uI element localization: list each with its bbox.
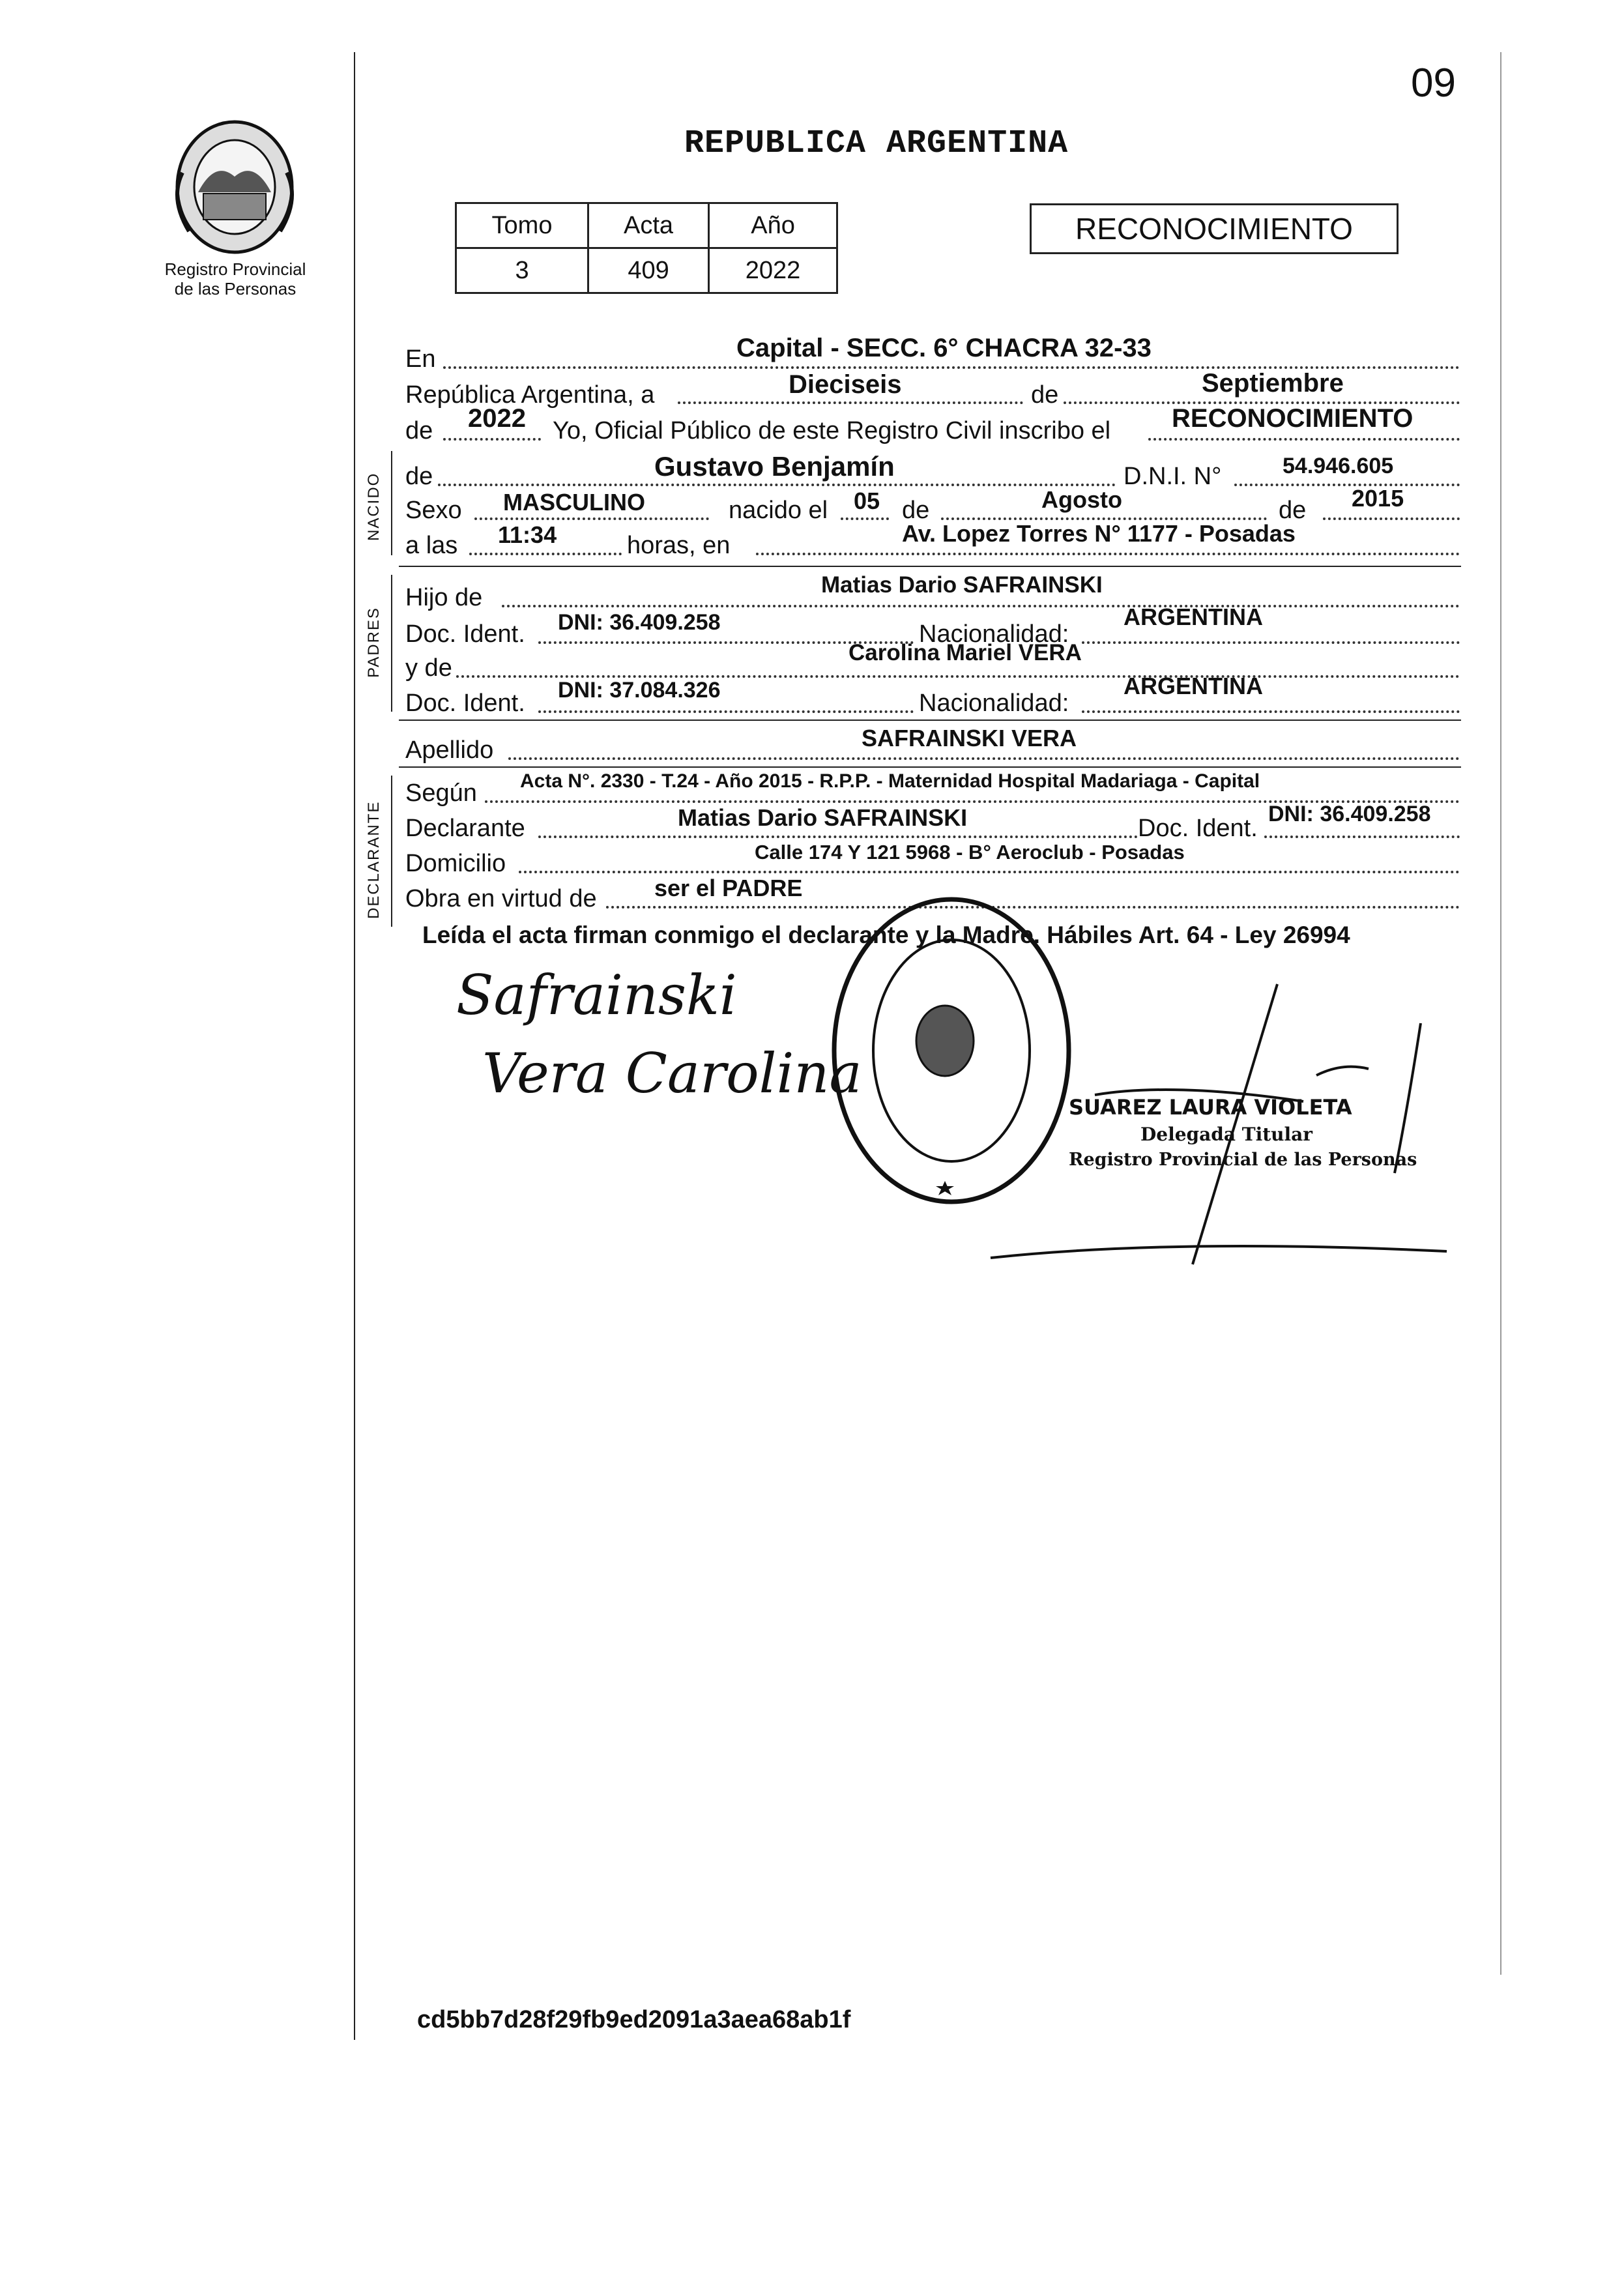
dots-domicilio [519, 871, 1460, 873]
header-acta: Acta [588, 203, 709, 248]
side-label-padres: PADRES [365, 607, 383, 678]
mother-doc: DNI: 37.084.326 [558, 678, 721, 703]
reference-table [455, 202, 838, 294]
signature-safrainski: Safrainski [456, 963, 737, 1027]
label-obra: Obra en virtud de [405, 885, 597, 912]
separator-apellido [399, 766, 1461, 768]
dots-father-nat [1082, 641, 1460, 644]
label-decl-doc: Doc. Ident. [1138, 815, 1258, 842]
logo-caption-1: Registro Provincial [164, 259, 306, 279]
separator-padres [399, 720, 1461, 721]
dots-time [469, 553, 622, 555]
text-yo-oficial: Yo, Oficial Público de este Registro Civil inscribo el [553, 417, 1111, 444]
label-republica: República Argentina, a [405, 381, 655, 409]
label-father-nat: Nacionalidad: [919, 620, 1069, 648]
logo-caption-2: de las Personas [174, 279, 297, 298]
separator-nacido [399, 566, 1461, 567]
date-year: 2022 [468, 404, 526, 433]
mother-nationality: ARGENTINA [1124, 673, 1263, 699]
obra-value: ser el PADRE [654, 875, 803, 901]
label-mother-doc: Doc. Ident. [405, 690, 525, 717]
official-name: SUAREZ LAURA VIOLETA [1069, 1095, 1352, 1120]
official-title: Delegada Titular [1140, 1124, 1313, 1145]
header-tomo: Tomo [456, 203, 588, 248]
value-acta: 409 [588, 248, 709, 293]
province-logo [156, 114, 313, 267]
dots-declarante [538, 836, 1138, 838]
label-sexo: Sexo [405, 497, 462, 524]
mother-name: Carolina Mariel VERA [848, 640, 1082, 665]
dots-birth-year [1323, 517, 1460, 520]
birth-year: 2015 [1352, 485, 1404, 512]
margin-line-right [1500, 52, 1501, 1975]
declarant-name: Matias Dario SAFRAINSKI [678, 804, 968, 831]
dots-day [678, 401, 1023, 404]
label-father-doc: Doc. Ident. [405, 620, 525, 648]
dots-birth-day [841, 517, 889, 520]
padres-bracket [391, 575, 392, 712]
declarant-doc: DNI: 36.409.258 [1268, 802, 1431, 826]
act-type-box: RECONOCIMIENTO [1030, 203, 1399, 254]
label-declarante: Declarante [405, 815, 525, 842]
label-a-las: a las [405, 532, 458, 559]
place-value: Capital - SECC. 6° CHACRA 32-33 [736, 334, 1152, 362]
segun-value: Acta N°. 2330 - T.24 - Año 2015 - R.P.P. - Maternidad Hospital Madariaga - Capital [520, 770, 1260, 792]
dots-year [443, 438, 541, 441]
label-date-de1: de [1031, 381, 1059, 409]
header-anio: Año [709, 203, 837, 248]
birth-address: Av. Lopez Torres N° 1177 - Posadas [902, 520, 1296, 547]
document-hash: cd5bb7d28f29fb9ed2091a3aea68ab1f [417, 2006, 851, 2033]
label-nacido-el: nacido el [729, 497, 828, 524]
page-number: 09 [1411, 61, 1456, 106]
dots-decl-doc [1264, 836, 1460, 838]
label-birth-de1: de [902, 497, 930, 524]
dots-apellido [508, 757, 1460, 760]
label-date-de2: de [405, 417, 433, 444]
margin-line [354, 52, 355, 2040]
father-doc: DNI: 36.409.258 [558, 610, 721, 635]
side-label-nacido: NACIDO [365, 472, 383, 541]
label-horas-en: horas, en [627, 532, 731, 559]
label-nacido-de: de [405, 463, 433, 490]
birth-time: 11:34 [498, 521, 557, 548]
official-office: Registro Provincial de las Personas [1069, 1150, 1417, 1170]
signature-vera-carolina: Vera Carolina [482, 1041, 862, 1105]
dots-birth-place [756, 553, 1460, 555]
closing-statement: Leída el acta firman conmigo el declarante y la Madre. Hábiles Art. 64 - Ley 26994 [422, 922, 1350, 948]
surname-value: SAFRAINSKI VERA [862, 725, 1077, 751]
date-month: Septiembre [1202, 369, 1344, 398]
side-label-declarante: DECLARANTE [365, 800, 383, 919]
label-apellido: Apellido [405, 736, 494, 764]
dots-sexo [474, 517, 709, 520]
birth-day: 05 [854, 487, 880, 514]
date-day: Dieciseis [789, 370, 902, 399]
country-title: REPUBLICA ARGENTINA [684, 125, 1069, 162]
child-sex: MASCULINO [503, 489, 645, 516]
label-y-de: y de [405, 654, 452, 682]
dots-dni [1234, 484, 1460, 486]
dots-mother-nat [1082, 710, 1460, 713]
dots-inscribed [1148, 438, 1460, 441]
father-nationality: ARGENTINA [1124, 603, 1263, 630]
father-name: Matias Dario SAFRAINSKI [821, 572, 1103, 598]
label-dni: D.N.I. N° [1124, 463, 1222, 490]
nacido-bracket [391, 451, 392, 555]
declarante-bracket [391, 776, 392, 927]
label-en: En [405, 345, 436, 373]
dots-mother-doc [538, 710, 914, 713]
dots-father [502, 605, 1460, 607]
inscribed-type: RECONOCIMIENTO [1172, 404, 1414, 433]
label-hijo-de: Hijo de [405, 584, 483, 611]
label-birth-de2: de [1279, 497, 1307, 524]
value-anio: 2022 [709, 248, 837, 293]
value-tomo: 3 [456, 248, 588, 293]
label-domicilio: Domicilio [405, 850, 506, 877]
domicilio-value: Calle 174 Y 121 5968 - B° Aeroclub - Posadas [755, 841, 1185, 864]
label-mother-nat: Nacionalidad: [919, 690, 1069, 717]
birth-month: Agosto [1041, 486, 1122, 513]
dots-name [438, 484, 1116, 486]
child-name: Gustavo Benjamín [654, 451, 895, 482]
label-segun: Según [405, 779, 477, 807]
child-dni: 54.946.605 [1283, 454, 1394, 478]
